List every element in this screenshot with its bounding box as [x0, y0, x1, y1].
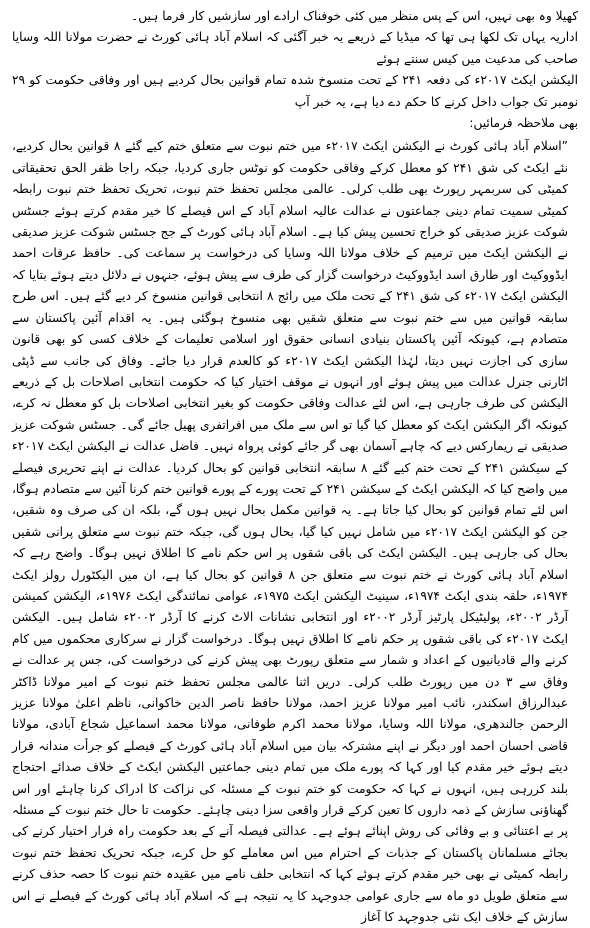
intro-line: الیکشن ایکٹ ۲۰۱۷ء کی دفعہ ۲۴۱ کے تحت منسوخ شدہ تمام قوانین بحال کردیے ہیں اور وفاقی حکومت کو ۲۹ نومبر تک جواب داخل کرنے کا حکم دے دیا ہے، یہ خبر آپ	[12, 73, 578, 109]
intro-line: کھیلا وہ بھی نہیں، اس کے پس منظر میں کئی خوفناک ارادے اور سازشیں کار فرما ہیں۔	[131, 9, 578, 23]
news-quote-paragraph: ”اسلام آباد ہائی کورٹ نے الیکشن ایکٹ ۲۰۱۷ء میں ختم نبوت سے متعلق ختم کیے گئے ۸ قوانین بحال کردیے، نئے ایکٹ کی شق ۲۴۱ کو معطل کرکے وفاقی حکومت کو نوٹس جاری کردیا، جبکہ راجا ظفر الحق تحقیقاتی کمیٹی کی سربمہر رپورٹ بھی طلب کرلی۔ عالمی مجلس تحفظ ختم نبوت، تحریک تحفظ ختم نبوت رابطہ کمیٹی سمیت تمام دینی جماعتوں نے عدالت عالیہ اسلام آباد کے اس فیصلے کا خیر مقدم کرتے ہوئے جسٹس شوکت عزیز صدیقی کو خراج تحسین پیش کیا ہے۔ اسلام آباد ہائی کورٹ کے جج جسٹس شوکت عزیز صدیقی نے الیکشن ایکٹ میں ترمیم کے خلاف مولانا اللہ وسایا کی درخواست پر سماعت کی۔ حافظ عرفات احمد ایڈووکیٹ اور طارق اسد ایڈووکیٹ درخواست گزار کی طرف سے پیش ہوئے، جنہوں نے دلائل دیتے ہوئے بتایا کہ الیکشن ایکٹ ۲۰۱۷ء کی شق ۲۴۱ کے تحت ملک میں رائج ۸ انتخابی قوانین منسوخ کر دیے گئے ہیں۔ اس طرح سابقہ قوانین میں سے ختم نبوت سے متعلق شقیں بھی منسوخ ہوگئی ہیں۔ یہ اقدام آئین پاکستان سے متصادم ہے، کیونکہ آئین پاکستان بنیادی انسانی حقوق اور اسلامی تعلیمات کے خلاف کسی کو بھی قانون سازی کی اجازت نہیں دیتا، لہٰذا الیکشن ایکٹ ۲۰۱۷ء کو کالعدم قرار دیا جائے۔ وفاق کی جانب سے ڈپٹی اٹارنی جنرل عدالت میں پیش ہوئے اور انہوں نے موقف اختیار کیا کہ حکومت انتخابی اصلاحات بل کے ذریعے الیکشن کی طرف جارہی ہے، اس لئے عدالت وفاقی حکومت کو بغیر انتخابی اصلاحات بل کو معطل نہ کرے، کیونکہ اگر الیکشن ایکٹ کو معطل کیا گیا تو اس سے ملک میں افراتفری پھیل جائے گی۔ جسٹس شوکت عزیز صدیقی نے ریمارکس دیے کہ چاہے آسمان بھی گر جائے کوئی پرواہ نہیں۔ فاضل عدالت نے الیکشن ایکٹ ۲۰۱۷ء کے سیکشن ۲۴۱ کے تحت ختم کیے گئے ۸ سابقہ انتخابی قوانین کو بحال کردیا۔ عدالت نے اپنے تحریری فیصلے میں واضح کیا کہ الیکشن ایکٹ کے سیکشن ۲۴۱ کے تحت پورے کے پورے قوانین ختم کرنا آئین سے متصادم ہوگا، اس لئے تمام قوانین کو بحال کیا جاتا ہے۔ یہ قوانین مکمل بحال نہیں ہوں گے، بلکہ ان کی صرف وہ شقیں، جن کو الیکشن ایکٹ ۲۰۱۷ء میں شامل نہیں کیا گیا، بحال ہوں گی، جبکہ ختم نبوت سے متعلق پرانی شقیں بحال کی جارہی ہیں۔ الیکشن ایکٹ کی باقی شقوں پر اس حکم نامے کا اطلاق نہیں ہوگا۔ واضح رہے کہ اسلام آباد ہائی کورٹ نے ختم نبوت سے متعلق جن ۸ قوانین کو بحال کیا ہے، ان میں الیکٹورل رولز ایکٹ ۱۹۷۴ء، حلقہ بندی ایکٹ ۱۹۷۴ء، سینیٹ الیکشن ایکٹ ۱۹۷۵ء، عوامی نمائندگی ایکٹ ۱۹۷۶ء، الیکشن کمیشن آرڈر ۲۰۰۲ء، پولیٹیکل پارٹیز آرڈر ۲۰۰۲ء اور انتخابی نشانات الاٹ کرنے کا آرڈر ۲۰۰۲ء شامل ہیں۔ الیکشن ایکٹ ۲۰۱۷ء کی باقی شقوں پر حکم نامے کا اطلاق نہیں ہوگا۔ درخواست گزار نے سرکاری محکموں میں کام کرنے والے قادیانیوں کے اعداد و شمار سے متعلق رپورٹ بھی پیش کرنے کی درخواست کی، جس پر عدالت نے وفاق سے ۳ دن میں رپورٹ طلب کرلی۔ دریں اثنا عالمی مجلس تحفظ ختم نبوت کے امیر مولانا ڈاکٹر عبدالرزاق اسکندر، نائب امیر مولانا عزیز احمد، مولانا حافظ ناصر الدین خاکوانی، ناظم اعلیٰ مولانا عزیز الرحمن جالندھری، مولانا اللہ وسایا، مولانا محمد اکرم طوفانی، مولانا محمد اسماعیل شجاع آبادی، مولانا قاضی احسان احمد اور دیگر نے اپنے مشترکہ بیان میں اسلام آباد ہائی کورٹ کے فیصلے کو جرأت مندانہ قرار دیتے ہوئے خیر مقدم کیا اور کہا کہ پورے ملک میں تمام دینی جماعتیں الیکشن ایکٹ کے خلاف صدائے احتجاج بلند کررہی ہیں، انہوں نے کہا کہ حکومت کو ختم نبوت کے مسئلہ کی نزاکت کا ادراک کرنا چاہئے اور اس گھناؤنی سازش کے ذمہ داروں کا تعین کرکے قرار واقعی سزا دینی چاہئے۔ حکومت تا حال ختم نبوت کے مسئلہ پر بے اعتنائی و بے وفائی کی روش اپنائے ہوئے ہے۔ عدالتی فیصلہ آنے کے بعد حکومت راہ فرار اختیار کرنے کی بجائے مسلمانان پاکستان کے جذبات کے احترام میں اس معاملے کو حل کرے، جبکہ تحریک تحفظ ختم نبوت رابطہ کمیٹی نے بھی خیر مقدم کرتے ہوئے کہا کہ انتخابی حلف نامے میں عقیدہ ختم نبوت کا حصہ حذف کرنے سے متعلق طویل دو ماہ سے جاری عوامی جدوجہد کا یہ نتیجہ ہے کہ اسلام آباد ہائی کورٹ کے فیصلے نے اس سازش کے خلاف ایک نئی جدوجہد کا آغاز	[12, 139, 569, 925]
intro-line: بھی ملاحظہ فرمائیں:	[469, 116, 578, 131]
editorial-intro	[12, 6, 578, 134]
intro-line: اداریہ یہاں تک لکھا ہی تھا کہ میڈیا کے ذریعے یہ خبر آگئی کہ اسلام آباد ہائی کورٹ نے حضرت مولانا اللہ وسایا صاحب کی مدعیت میں کیس سنتے ہوئے	[12, 30, 578, 66]
